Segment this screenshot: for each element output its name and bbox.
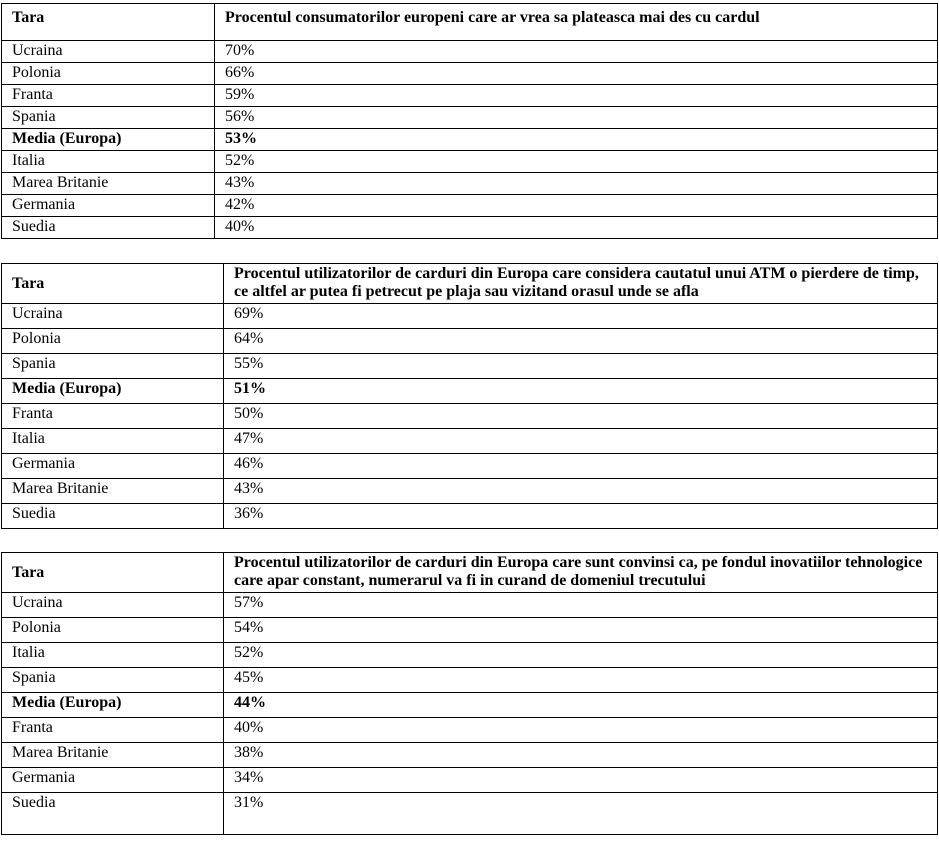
table-header-row (2, 4, 938, 41)
percentage-cell: 56% (215, 107, 938, 129)
percentage-cell: 59% (215, 85, 938, 107)
country-column-header: Tara (2, 4, 215, 41)
country-cell: Suedia (2, 793, 224, 835)
percentage-cell: 38% (224, 743, 938, 768)
country-cell: Marea Britanie (2, 173, 215, 195)
country-cell: Germania (2, 195, 215, 217)
percentage-cell: 43% (215, 173, 938, 195)
percentage-cell: 31% (224, 793, 938, 835)
table-card-payment-preference (1, 3, 938, 239)
percentage-cell: 66% (215, 63, 938, 85)
table-row (2, 151, 938, 173)
percentage-cell: 40% (215, 217, 938, 239)
table-row (2, 454, 938, 479)
country-cell: Italia (2, 643, 224, 668)
table-row (2, 404, 938, 429)
percentage-cell: 54% (224, 618, 938, 643)
country-cell: Suedia (2, 504, 224, 529)
country-cell: Ucraina (2, 304, 224, 329)
country-cell: Suedia (2, 217, 215, 239)
table-row (2, 668, 938, 693)
table-row (2, 479, 938, 504)
percentage-cell: 51% (224, 379, 938, 404)
value-column-header: Procentul consumatorilor europeni care ar vrea sa plateasca mai des cu cardul (215, 4, 938, 41)
country-cell: Media (Europa) (2, 129, 215, 151)
country-column-header: Tara (2, 264, 224, 304)
percentage-cell: 44% (224, 693, 938, 718)
table-row (2, 379, 938, 404)
percentage-cell: 50% (224, 404, 938, 429)
percentage-cell: 47% (224, 429, 938, 454)
country-cell: Germania (2, 454, 224, 479)
percentage-cell: 36% (224, 504, 938, 529)
country-cell: Ucraina (2, 593, 224, 618)
table-row (2, 173, 938, 195)
percentage-cell: 70% (215, 41, 938, 63)
table-body (2, 264, 938, 529)
country-cell: Spania (2, 107, 215, 129)
table-row (2, 718, 938, 743)
country-cell: Franta (2, 85, 215, 107)
country-cell: Spania (2, 354, 224, 379)
table-atm-search-waste-of-time (1, 263, 938, 529)
table-row (2, 504, 938, 529)
table-row (2, 195, 938, 217)
table-row (2, 63, 938, 85)
country-cell: Franta (2, 718, 224, 743)
table-row (2, 129, 938, 151)
table-row (2, 743, 938, 768)
country-cell: Marea Britanie (2, 743, 224, 768)
country-cell: Italia (2, 429, 224, 454)
percentage-cell: 46% (224, 454, 938, 479)
table-header-row (2, 264, 938, 304)
table-row (2, 768, 938, 793)
country-column-header: Tara (2, 553, 224, 593)
table-row (2, 643, 938, 668)
table-row (2, 793, 938, 835)
table-row (2, 85, 938, 107)
country-cell: Italia (2, 151, 215, 173)
country-cell: Franta (2, 404, 224, 429)
table-row (2, 107, 938, 129)
percentage-cell: 69% (224, 304, 938, 329)
table-row (2, 429, 938, 454)
country-cell: Polonia (2, 329, 224, 354)
table-row (2, 618, 938, 643)
table-row (2, 593, 938, 618)
table-header-row (2, 553, 938, 593)
percentage-cell: 53% (215, 129, 938, 151)
country-cell: Ucraina (2, 41, 215, 63)
table-row (2, 304, 938, 329)
country-cell: Media (Europa) (2, 693, 224, 718)
table-cash-will-be-obsolete (1, 552, 938, 835)
country-cell: Marea Britanie (2, 479, 224, 504)
table-body (2, 4, 938, 239)
percentage-cell: 42% (215, 195, 938, 217)
country-cell: Polonia (2, 63, 215, 85)
percentage-cell: 52% (224, 643, 938, 668)
value-column-header: Procentul utilizatorilor de carduri din Europa care considera cautatul unui ATM o pierdere de timp, ce altfel ar putea fi petrecut pe plaja sau vizitand orasul unde se afla (224, 264, 938, 304)
percentage-cell: 34% (224, 768, 938, 793)
percentage-cell: 43% (224, 479, 938, 504)
percentage-cell: 40% (224, 718, 938, 743)
table-body (2, 553, 938, 835)
percentage-cell: 57% (224, 593, 938, 618)
table-row (2, 354, 938, 379)
percentage-cell: 64% (224, 329, 938, 354)
table-row (2, 693, 938, 718)
country-cell: Germania (2, 768, 224, 793)
table-row (2, 41, 938, 63)
country-cell: Polonia (2, 618, 224, 643)
percentage-cell: 52% (215, 151, 938, 173)
percentage-cell: 45% (224, 668, 938, 693)
value-column-header: Procentul utilizatorilor de carduri din Europa care sunt convinsi ca, pe fondul inovatiilor tehnologice care apar constant, numerarul va fi in curand de domeniul trecutului (224, 553, 938, 593)
table-row (2, 329, 938, 354)
country-cell: Media (Europa) (2, 379, 224, 404)
percentage-cell: 55% (224, 354, 938, 379)
table-row (2, 217, 938, 239)
country-cell: Spania (2, 668, 224, 693)
